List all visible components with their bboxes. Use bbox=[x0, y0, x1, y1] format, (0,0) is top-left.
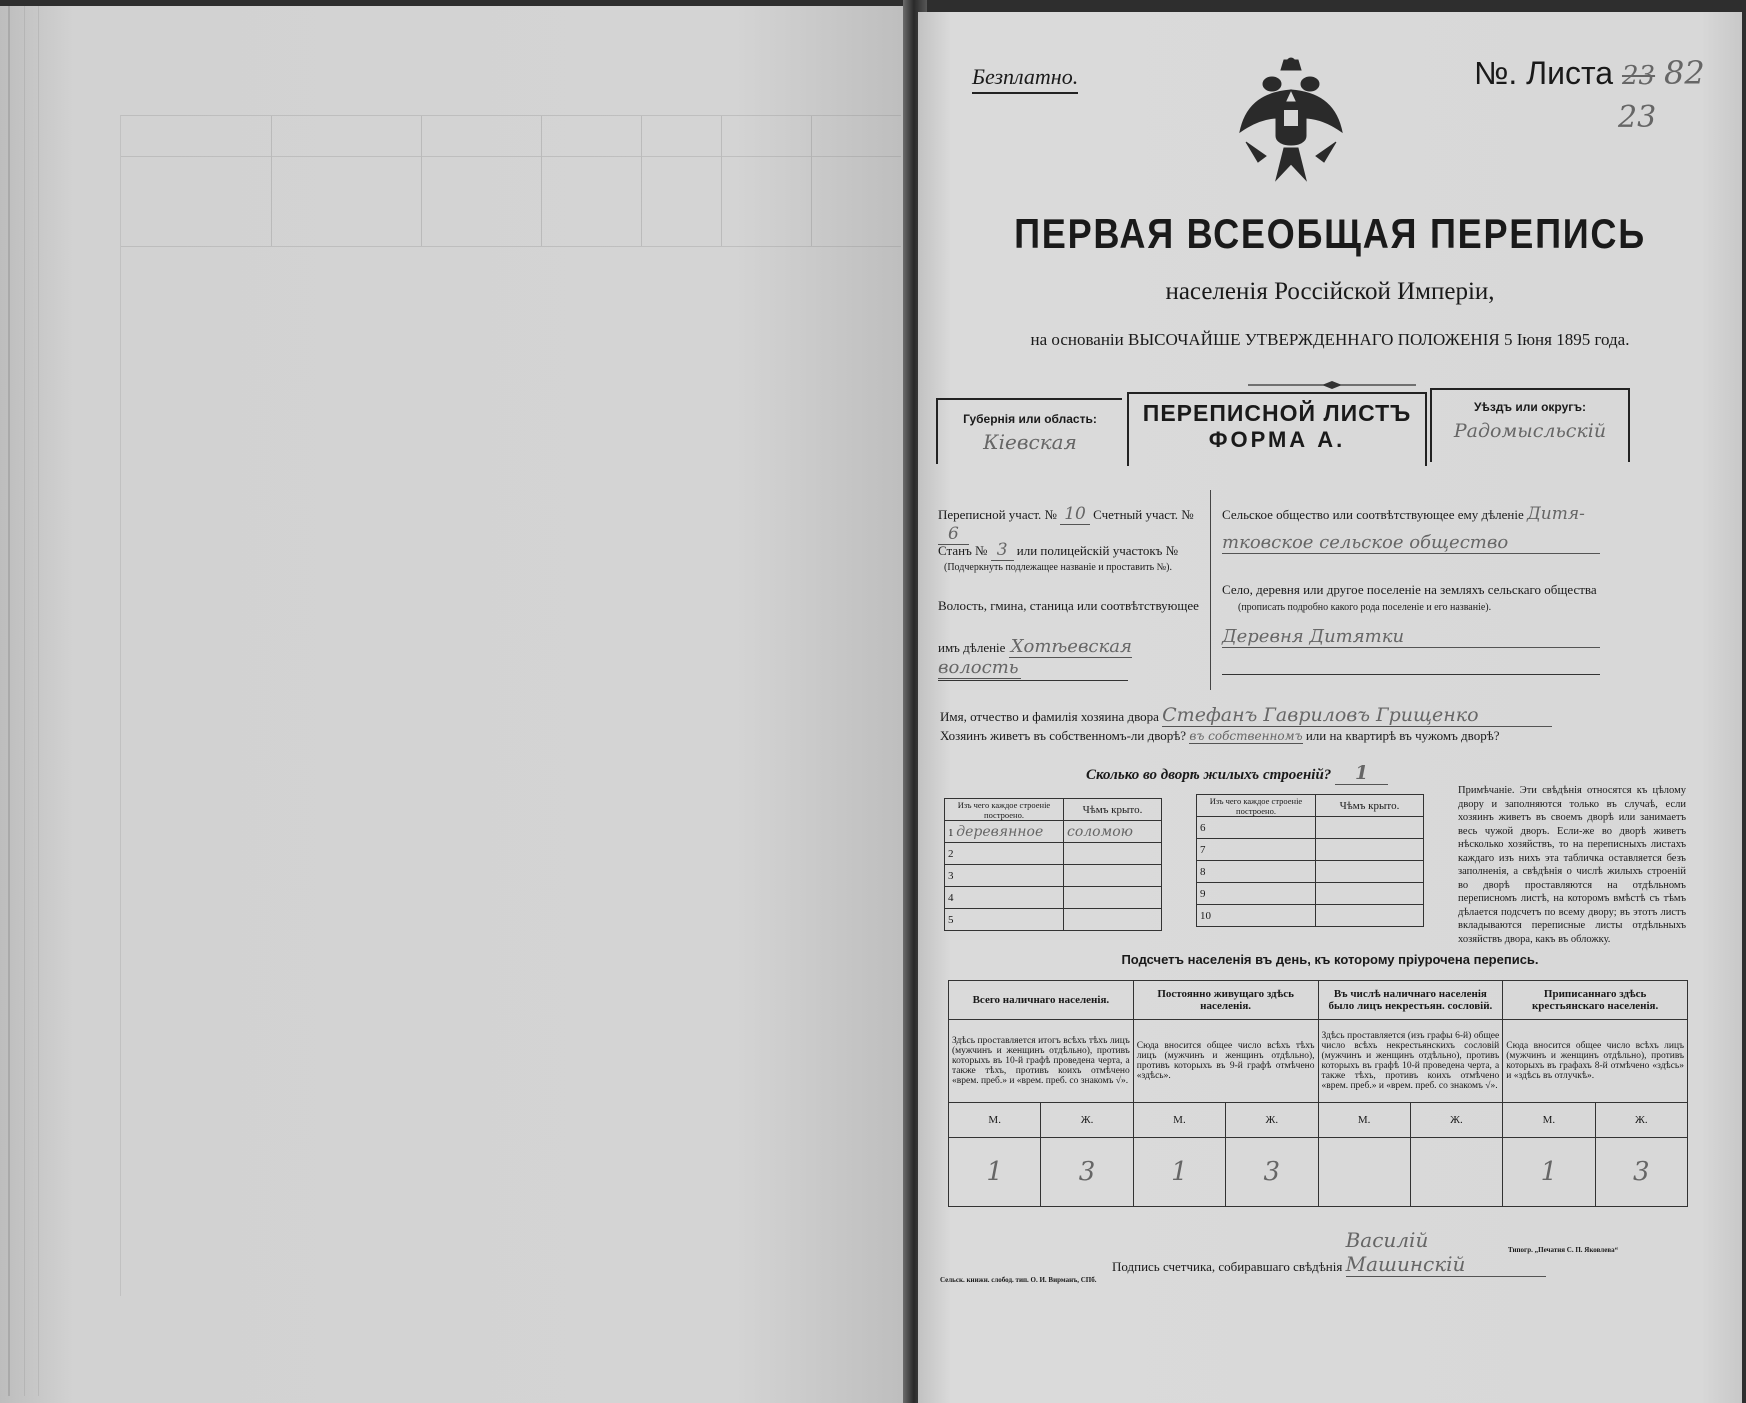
village-value: Деревня Дитятки bbox=[1222, 626, 1600, 648]
count-col-desc: Сюда вносится общее число всѣхъ лицъ (мужчинъ и женщинъ отдѣльно), противъ которыхъ въ графахъ 8-й отмѣчено «здѣсь» и «здѣсь въ отлучкѣ». bbox=[1503, 1020, 1688, 1103]
underline-note: (Подчеркнуть подлежащее названіе и проставить №). bbox=[944, 562, 1172, 573]
count-col-desc: Сюда вносится общее число всѣхъ тѣхъ лицъ (мужчинъ и женщинъ отдѣльно), противъ которыхъ въ 9-й графѣ отмѣчено «здѣсь». bbox=[1133, 1020, 1318, 1103]
ornament-divider bbox=[1248, 380, 1416, 390]
page-edges bbox=[8, 6, 60, 1396]
buildings-count: 1 bbox=[1335, 762, 1388, 785]
count-section-value: 6 bbox=[938, 524, 969, 545]
owner-value: Стефанъ Гавриловъ Грищенко bbox=[1162, 704, 1552, 727]
building-row: 4 bbox=[945, 887, 1162, 909]
printer-imprint-left: Сельск. книжн. слобод. тип. О. И. Вирманъ, СПб. bbox=[940, 1276, 1097, 1284]
society-label: Сельское общество или соотвѣтствующее ему дѣленіе bbox=[1222, 507, 1524, 522]
bt-head-roof-2: Чѣмъ крыто. bbox=[1316, 795, 1424, 817]
count-m-value: 1 bbox=[1133, 1138, 1225, 1207]
buildings-table-left bbox=[944, 798, 1162, 931]
double-headed-eagle-emblem bbox=[1236, 52, 1346, 190]
count-m-value bbox=[1318, 1138, 1410, 1207]
count-col-head: Въ числѣ наличнаго населенія было лицъ некрестьян. сословій. bbox=[1318, 981, 1503, 1020]
gubernia-label: Губернія или область: bbox=[963, 412, 1097, 426]
m-label: М. bbox=[1133, 1103, 1225, 1138]
census-form-page bbox=[918, 12, 1742, 1403]
count-f-value: 3 bbox=[1226, 1138, 1318, 1207]
building-row: 9 bbox=[1197, 883, 1424, 905]
m-label: М. bbox=[949, 1103, 1041, 1138]
count-col-head: Постоянно живущаго здѣсь населенія. bbox=[1133, 981, 1318, 1020]
building-row: 8 bbox=[1197, 861, 1424, 883]
m-label: М. bbox=[1503, 1103, 1595, 1138]
m-label: М. bbox=[1318, 1103, 1410, 1138]
village-line bbox=[1222, 674, 1600, 675]
buildings-note: Примѣчаніе. Эти свѣдѣнія относятся къ цѣлому двору и заполняются только въ случаѣ, если хозяинъ живетъ въ своемъ дворѣ или занимаетъ весь чужой дворъ. Если-же во дворѣ живетъ нѣсколько хозяйствъ, то на переписныхъ листахъ каждаго изъ нихъ эта табличка оставляется безъ заполненія, а свѣдѣнія о числѣ жилыхъ строеній во дворѣ проставляются на отдѣльномъ переписномъ листѣ, на которомъ вмѣстѣ съ тѣмъ дѣлается подсчетъ по всему двору; въ этотъ листъ вкладываются переписные листы отдѣльныхъ хозяйствъ двора, какъ въ обложку. bbox=[1458, 785, 1686, 945]
sheet-number-struck: 23 bbox=[1621, 61, 1656, 91]
bleed-through-table bbox=[120, 115, 901, 1296]
building-row: 5 bbox=[945, 909, 1162, 931]
f-label: Ж. bbox=[1226, 1103, 1318, 1138]
volost-label-2: имъ дѣленіе bbox=[938, 640, 1006, 655]
count-section-label: Счетный участ. № bbox=[1093, 507, 1194, 522]
stan-value: 3 bbox=[991, 540, 1014, 561]
census-section-label: Переписной участ. № bbox=[938, 507, 1057, 522]
population-count-title: Подсчетъ населенія въ день, къ которому пріурочена перепись. bbox=[1121, 952, 1539, 967]
uezd-value: Радомысльскій bbox=[1453, 420, 1607, 442]
own-yard-value: въ собственномъ bbox=[1189, 729, 1303, 743]
form-title-2: ФОРМА А. bbox=[1208, 427, 1346, 452]
own-yard-label: Хозяинъ живетъ въ собственномъ-ли дворѣ? bbox=[940, 728, 1187, 743]
f-label: Ж. bbox=[1041, 1103, 1133, 1138]
f-label: Ж. bbox=[1595, 1103, 1687, 1138]
location-right-block bbox=[1218, 490, 1604, 690]
owner-label: Имя, отчество и фамилія хозяина двора bbox=[940, 709, 1159, 724]
uezd-box bbox=[1430, 388, 1630, 462]
count-f-value bbox=[1410, 1138, 1503, 1207]
building-row: 7 bbox=[1197, 839, 1424, 861]
apartment-label: или на квартирѣ въ чужомъ дворѣ? bbox=[1305, 728, 1500, 743]
sheet-number-hand: 82 bbox=[1663, 54, 1705, 92]
form-title-1: ПЕРЕПИСНОЙ ЛИСТЪ bbox=[1142, 400, 1412, 426]
count-m-value: 1 bbox=[1503, 1138, 1595, 1207]
signature-value: Василій Машинскій bbox=[1346, 1228, 1546, 1277]
form-subtitle: населенія Россійской Имперіи, bbox=[1165, 278, 1495, 305]
building-row: 3 bbox=[945, 865, 1162, 887]
sheet-number-label: №. Листа bbox=[1474, 55, 1614, 91]
volost-value: Хотѣевская волость bbox=[938, 636, 1132, 678]
bt-head-material: Изъ чего каждое строеніе построено. bbox=[945, 799, 1064, 821]
count-col-desc: Здѣсь проставляется итогъ всѣхъ тѣхъ лицъ (мужчинъ и женщинъ отдѣльно), противъ которыхъ въ 10-й графѣ проведена черта, а также тѣхъ, противъ коихъ отмѣчено «врем. преб.» и «врем. преб. со знакомъ √». bbox=[949, 1020, 1134, 1103]
bt-head-material-2: Изъ чего каждое строеніе построено. bbox=[1197, 795, 1316, 817]
village-note: (прописать подробно какого рода поселеніе и его названіе). bbox=[1238, 602, 1492, 613]
count-col-desc: Здѣсь проставляется (изъ графы 6-й) общее число всѣхъ некрестьянскихъ сословій (мужчинъ и женщинъ отдѣльно), противъ которыхъ въ графѣ 10-й проведена черта, а также тѣхъ, противъ коихъ отмѣчено «врем. преб.» и «врем. преб. со знакомъ √». bbox=[1318, 1020, 1503, 1103]
building-row: 10 bbox=[1197, 905, 1424, 927]
sheet-number-hand-second: 23 bbox=[1618, 100, 1657, 135]
buildings-question: Сколько во дворѣ жилыхъ строеній? bbox=[1086, 767, 1332, 783]
building-row: 1 деревянное соломою bbox=[945, 821, 1162, 843]
village-label: Село, деревня или другое поселеніе на земляхъ сельскаго общества bbox=[1222, 582, 1597, 597]
volost-line bbox=[938, 680, 1128, 681]
location-left-block bbox=[934, 490, 1211, 690]
uezd-label: Уѣздъ или округъ: bbox=[1473, 400, 1587, 414]
gubernia-box bbox=[936, 398, 1122, 464]
society-value-1: Дитя- bbox=[1526, 504, 1585, 524]
gubernia-value: Кіевская bbox=[983, 430, 1077, 454]
society-value-2: тковское сельское общество bbox=[1222, 532, 1600, 554]
building-row: 6 bbox=[1197, 817, 1424, 839]
legal-basis: на основаніи ВЫСОЧАЙШЕ УТВЕРЖДЕННАГО ПОЛОЖЕНІЯ 5 Іюня 1895 года. bbox=[1030, 330, 1630, 349]
count-col-head: Приписаннаго здѣсь крестьянскаго населенія. bbox=[1503, 981, 1688, 1020]
volost-label-1: Волость, гмина, станица или соотвѣтствующее bbox=[938, 598, 1199, 613]
police-label: или полицейскій участокъ № bbox=[1016, 543, 1179, 558]
sheet-number bbox=[1474, 54, 1705, 92]
printer-imprint-right: Типогр. „Печатня С. П. Яковлева“ bbox=[1508, 1246, 1619, 1254]
building-row: 2 bbox=[945, 843, 1162, 865]
buildings-table-right bbox=[1196, 794, 1424, 927]
form-title-box bbox=[1127, 392, 1427, 466]
count-f-value: 3 bbox=[1595, 1138, 1687, 1207]
count-col-head: Всего наличнаго населенія. bbox=[949, 981, 1134, 1020]
bt-head-roof: Чѣмъ крыто. bbox=[1064, 799, 1162, 821]
signature-label: Подпись счетчика, собиравшаго свѣдѣнія bbox=[1112, 1259, 1343, 1274]
census-section-value: 10 bbox=[1060, 504, 1090, 525]
f-label: Ж. bbox=[1410, 1103, 1503, 1138]
count-m-value: 1 bbox=[949, 1138, 1041, 1207]
stan-label: Станъ № bbox=[938, 543, 988, 558]
count-f-value: 3 bbox=[1041, 1138, 1133, 1207]
form-main-title: ПЕРВАЯ ВСЕОБЩАЯ ПЕРЕПИСЬ bbox=[1014, 210, 1646, 257]
free-label: Безплатно. bbox=[972, 64, 1078, 94]
population-count-table bbox=[948, 980, 1688, 1207]
